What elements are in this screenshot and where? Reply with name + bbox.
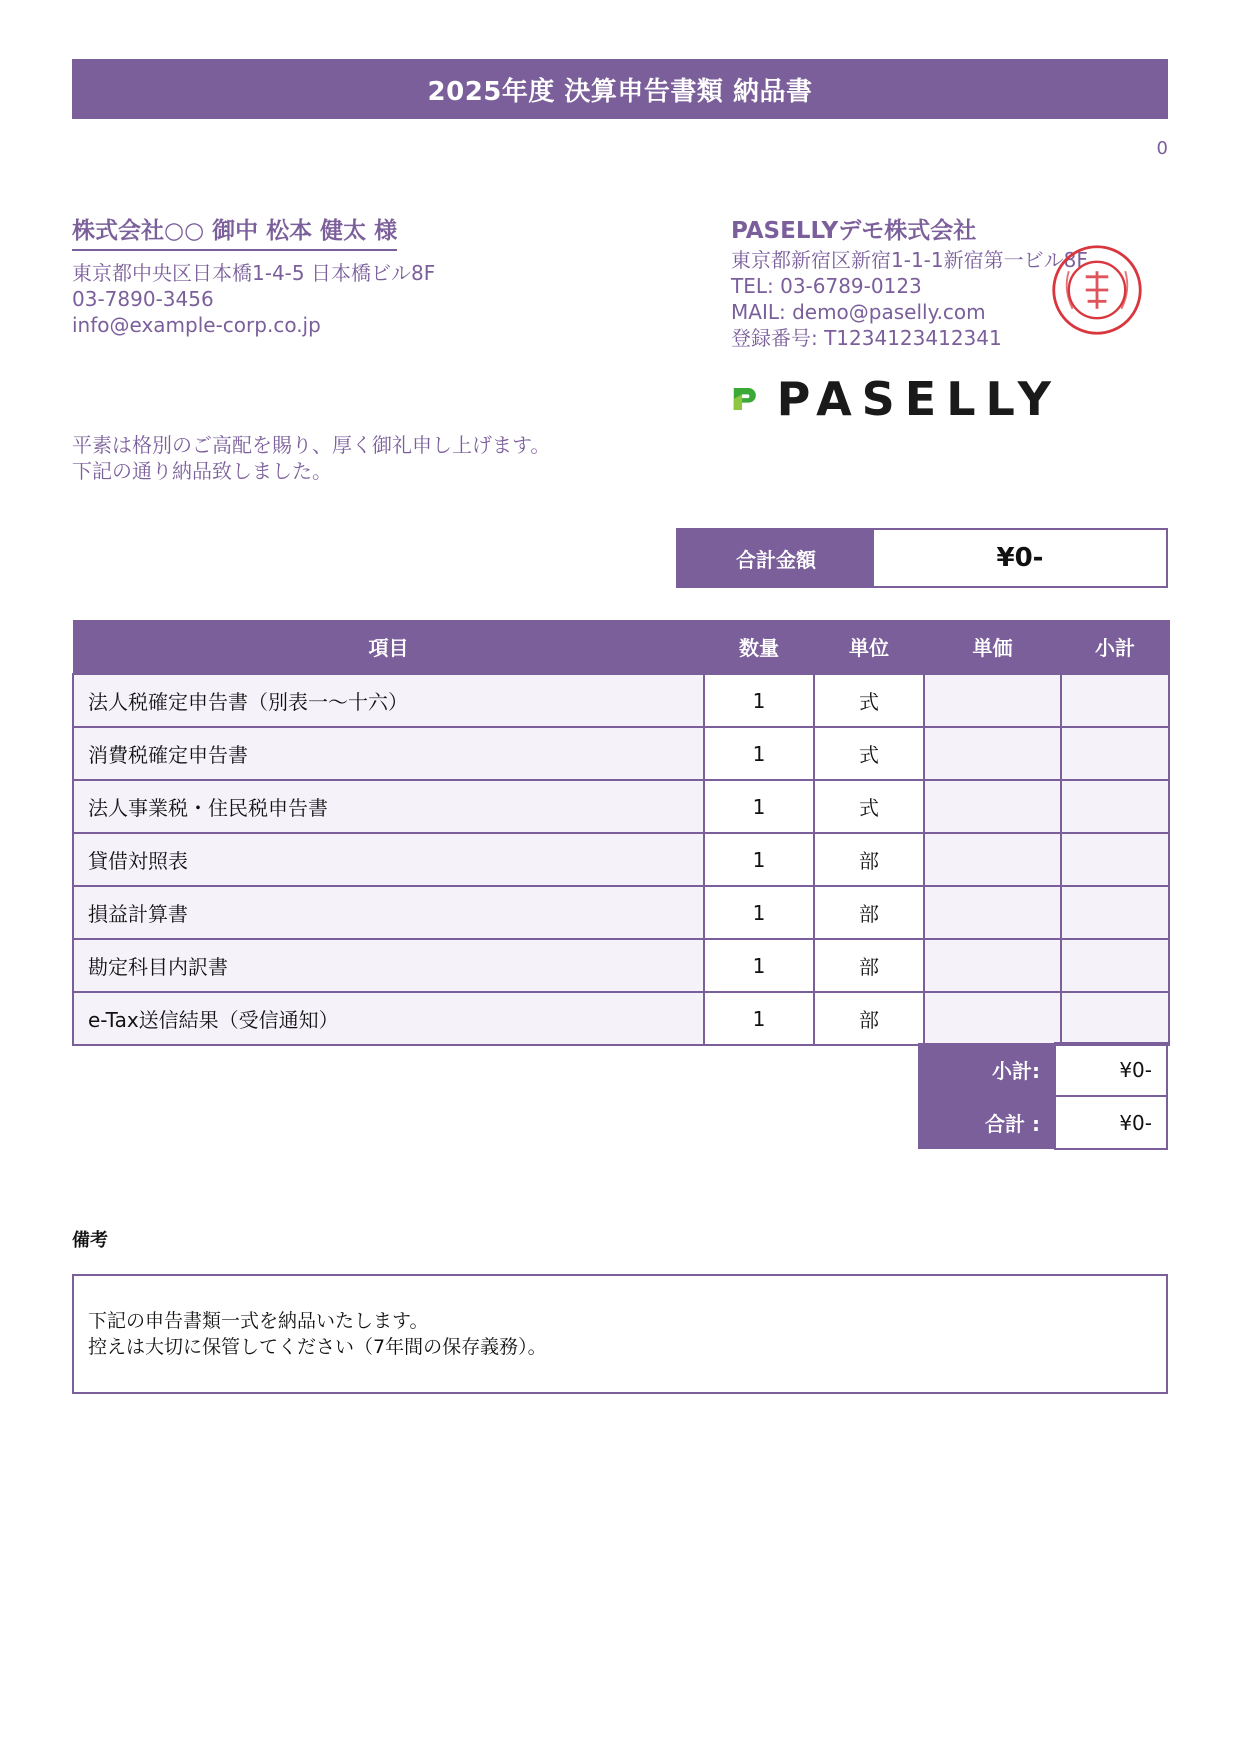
remarks-line-1: 下記の申告書類一式を納品いたします。	[88, 1310, 429, 1332]
remarks-title: 備考	[72, 1230, 108, 1251]
paselly-logo-icon	[731, 370, 759, 428]
remarks-box	[72, 1274, 1168, 1394]
summary-subtotal-value: ¥0-	[1055, 1043, 1167, 1096]
row-price	[924, 674, 1061, 727]
customer-address: 東京都中央区日本橋1-4-5 日本橋ビル8F	[72, 261, 436, 285]
row-subtotal	[1061, 674, 1169, 727]
row-unit: 式	[814, 780, 924, 833]
items-table	[72, 620, 1170, 1046]
row-unit: 式	[814, 674, 924, 727]
row-item: 勘定科目内訳書	[73, 939, 704, 992]
table-row	[73, 674, 1169, 727]
table-row	[73, 833, 1169, 886]
customer-info	[72, 260, 435, 338]
row-qty: 1	[704, 939, 814, 992]
grand-total-label: 合計金額	[678, 530, 874, 586]
customer-email: info@example-corp.co.jp	[72, 313, 321, 337]
company-address: 東京都新宿区新宿1-1-1新宿第一ビル8F	[731, 248, 1088, 272]
company-mail: MAIL: demo@paselly.com	[731, 300, 986, 324]
row-unit: 部	[814, 886, 924, 939]
header-qty: 数量	[704, 620, 814, 674]
table-header-row	[73, 620, 1169, 674]
row-qty: 1	[704, 727, 814, 780]
table-row	[73, 992, 1169, 1045]
summary-subtotal-label: 小計:	[918, 1043, 1055, 1096]
customer-name: 株式会社○○ 御中 松本 健太 様	[72, 212, 397, 251]
table-row	[73, 780, 1169, 833]
row-price	[924, 833, 1061, 886]
row-subtotal	[1061, 939, 1169, 992]
header-unit: 単位	[814, 620, 924, 674]
company-registration: 登録番号: T1234123412341	[731, 326, 1002, 350]
row-qty: 1	[704, 780, 814, 833]
row-price	[924, 886, 1061, 939]
grand-total-value: ¥0-	[996, 543, 1044, 573]
header-subtotal: 小計	[1061, 620, 1169, 674]
row-unit: 部	[814, 939, 924, 992]
row-price	[924, 939, 1061, 992]
row-qty: 1	[704, 886, 814, 939]
row-item: 消費税確定申告書	[73, 727, 704, 780]
summary-subtotal-row	[918, 1043, 1167, 1096]
greeting-line-1: 平素は格別のご高配を賜り、厚く御礼申し上げます。	[72, 433, 551, 457]
logo-text: PASELLY	[776, 372, 1061, 426]
row-qty: 1	[704, 833, 814, 886]
table-row	[73, 939, 1169, 992]
company-logo	[731, 368, 1061, 430]
greeting-line-2: 下記の通り納品致しました。	[72, 459, 332, 483]
row-subtotal	[1061, 780, 1169, 833]
header-price: 単価	[924, 620, 1061, 674]
row-unit: 式	[814, 727, 924, 780]
header-item: 項目	[73, 620, 704, 674]
row-item: 貸借対照表	[73, 833, 704, 886]
customer-tel: 03-7890-3456	[72, 287, 214, 311]
row-price	[924, 780, 1061, 833]
company-name: PASELLYデモ株式会社	[731, 218, 977, 244]
summary-total-value: ¥0-	[1055, 1096, 1167, 1149]
row-subtotal	[1061, 992, 1169, 1045]
company-seal-icon	[1050, 243, 1144, 337]
company-tel: TEL: 03-6789-0123	[731, 274, 922, 298]
document-number: 0	[1156, 138, 1168, 159]
row-item: 法人税確定申告書（別表一〜十六）	[73, 674, 704, 727]
document-title: 2025年度 決算申告書類 納品書	[72, 59, 1168, 119]
table-row	[73, 727, 1169, 780]
row-subtotal	[1061, 833, 1169, 886]
summary-total-row	[918, 1096, 1167, 1149]
row-item: 損益計算書	[73, 886, 704, 939]
row-price	[924, 727, 1061, 780]
row-item: e-Tax送信結果（受信通知）	[73, 992, 704, 1045]
row-item: 法人事業税・住民税申告書	[73, 780, 704, 833]
row-qty: 1	[704, 992, 814, 1045]
summary-total-label: 合計 :	[918, 1096, 1055, 1149]
summary-table	[918, 1042, 1168, 1150]
remarks-line-2: 控えは大切に保管してください（7年間の保存義務）。	[88, 1336, 547, 1358]
greeting-text	[72, 432, 550, 484]
row-unit: 部	[814, 992, 924, 1045]
row-qty: 1	[704, 674, 814, 727]
row-unit: 部	[814, 833, 924, 886]
grand-total-box	[676, 528, 1168, 588]
table-row	[73, 886, 1169, 939]
row-price	[924, 992, 1061, 1045]
row-subtotal	[1061, 886, 1169, 939]
row-subtotal	[1061, 727, 1169, 780]
company-info	[731, 247, 1088, 351]
